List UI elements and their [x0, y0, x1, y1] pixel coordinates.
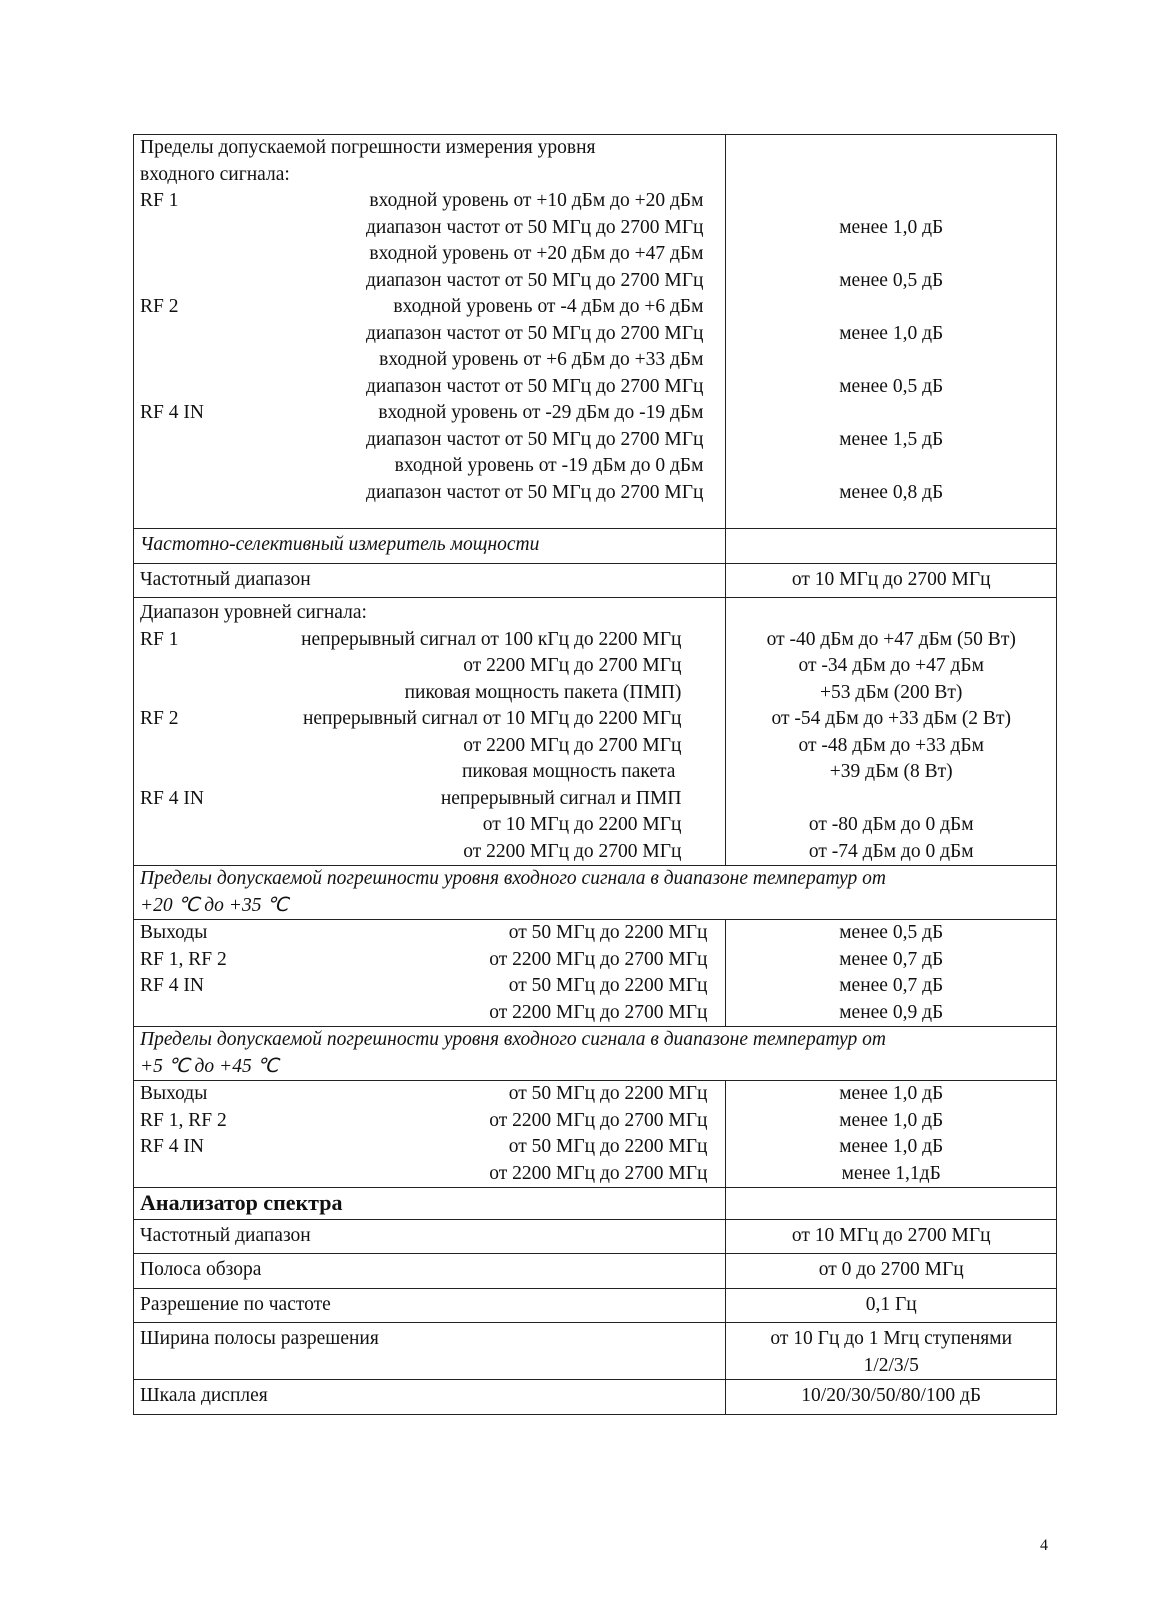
table-row: Разрешение по частоте 0,1 Гц — [134, 1288, 1057, 1323]
table-row: RF 4 IN от 50 МГц до 2200 МГц — [140, 975, 708, 996]
value-cell: менее 0,5 дБ — [839, 375, 944, 397]
spec-table — [133, 134, 1057, 1415]
temp-20-35-rows: Выходы от 50 МГц до 2200 МГц RF 1, RF 2 от 2200 МГц до 2700 МГц RF 4 IN от 50 МГц до 2200 МГц от 2200 МГц до 2700 МГц менее 0,5 дБ менее 0,7 дБ менее 0,7 дБ менее 0,9 дБ — [134, 920, 1057, 1027]
value-cell: менее 1,0 дБ — [839, 216, 944, 238]
table-row: RF 4 IN непрерывный сигнал и ПМП — [140, 787, 682, 809]
table-row — [134, 563, 1057, 598]
section-title-cont: входного сигнала: — [140, 163, 290, 185]
input-error-section: Пределы допускаемой погрешности измерения уровня входного сигнала: RF 1 входной уровень от +10 дБм до +20 дБм диапазон частот от 50 МГц до 2700 МГц входной уровень от +20 дБм до +47 дБм диапазон частот от 50 МГц до 2700 МГц RF 2 входной уровень от -4 дБм до +6 дБм диапазон частот от 50 МГц до 2700 МГц входной уровень от +6 дБм до +33 дБм диапазон частот от 50 МГц до 2700 МГц RF 4 IN входной уровень от -29 дБм до -19 дБм диапазон частот от 50 МГц до 2700 МГц входной уровень от -19 дБм до 0 дБм диапазон частот от 50 МГц до 2700 МГц менее 1,0 дБ менее 0,5 дБ менее 1,0 дБ менее 0,5 дБ менее 1,5 дБ менее 0,8 дБ — [134, 135, 1057, 529]
temp-5-45-header: Пределы допускаемой погрешности уровня входного сигнала в диапазоне температур от +5 ℃ до +45 ℃ — [134, 1027, 1057, 1081]
page-number: 4 — [1040, 1537, 1048, 1554]
table-row: Шкала дисплея 10/20/30/50/80/100 дБ — [134, 1380, 1057, 1415]
table-row: Выходы от 50 МГц до 2200 МГц — [140, 1083, 708, 1104]
value-cell: менее 1,0 дБ — [839, 322, 944, 344]
section-title: Пределы допускаемой погрешности уровня входного сигнала в диапазоне температур от — [140, 868, 886, 889]
power-meter-header — [134, 529, 1057, 564]
table-row: RF 2 входной уровень от -4 дБм до +6 дБм — [140, 296, 704, 317]
table-row: от 2200 МГц до 2700 МГц — [489, 1162, 708, 1184]
row-label: Частотный диапазон — [134, 563, 726, 598]
table-row: от 2200 МГц до 2700 МГц — [489, 1001, 708, 1023]
value-cell: менее 1,5 дБ — [839, 428, 944, 450]
signal-range-section: Диапазон уровней сигнала: RF 1 непрерывный сигнал от 100 кГц до 2200 МГц от 2200 МГц до 2700 МГц пиковая мощность пакета (ПМП) RF 2 непрерывный сигнал от 10 МГц до 2200 МГц от 2200 МГц до 2700 МГц пиковая мощность пакета RF 4 IN непрерывный сигнал и ПМП от 10 МГц до 2200 МГц от 2200 МГц до 2700 МГц от -40 дБм до +47 дБм (50 Вт) от -34 дБм до +47 дБм +53 дБм (200 Вт) от -54 дБм до +33 дБм (2 Вт) от -48 дБм до +33 дБм +39 дБм (8 Вт) от -80 дБм до 0 дБм от -74 дБм до 0 дБм — [134, 598, 1057, 866]
section-title: Пределы допускаемой погрешности измерения уровня — [140, 137, 596, 158]
table-row: RF 1, RF 2 от 2200 МГц до 2700 МГц — [140, 948, 708, 970]
section-title: Анализатор спектра — [134, 1188, 726, 1220]
table-row: Полоса обзора от 0 до 2700 МГц — [134, 1254, 1057, 1289]
row-value: от 10 МГц до 2700 МГц — [726, 563, 1057, 598]
temp-5-45-rows: Выходы от 50 МГц до 2200 МГц RF 1, RF 2 от 2200 МГц до 2700 МГц RF 4 IN от 50 МГц до 2200 МГц от 2200 МГц до 2700 МГц менее 1,0 дБ менее 1,0 дБ менее 1,0 дБ менее 1,1дБ — [134, 1081, 1057, 1188]
value-cell: менее 0,8 дБ — [839, 481, 944, 503]
spectrum-analyzer-header — [134, 1188, 1057, 1220]
section-title: Пределы допускаемой погрешности уровня входного сигнала в диапазоне температур от — [140, 1029, 886, 1050]
table-row: Ширина полосы разрешения от 10 Гц до 1 Мгц ступенями 1/2/3/5 — [134, 1323, 1057, 1380]
table-row: RF 4 IN входной уровень от -29 дБм до -19 дБм — [140, 402, 704, 423]
table-row: RF 1 входной уровень от +10 дБм до +20 дБм — [140, 190, 704, 211]
value-cell: менее 0,5 дБ — [839, 269, 944, 291]
table-row: RF 1, RF 2 от 2200 МГц до 2700 МГц — [140, 1109, 708, 1131]
table-row: RF 4 IN от 50 МГц до 2200 МГц — [140, 1136, 708, 1157]
table-row: RF 2 непрерывный сигнал от 10 МГц до 2200 МГц — [140, 708, 682, 729]
temp-20-35-header: Пределы допускаемой погрешности уровня входного сигнала в диапазоне температур от +20 ℃ до +35 ℃ — [134, 866, 1057, 920]
table-row: Выходы от 50 МГц до 2200 МГц — [140, 922, 708, 943]
table-row: Частотный диапазон от 10 МГц до 2700 МГц — [134, 1219, 1057, 1254]
section-title: Частотно-селективный измеритель мощности — [134, 529, 726, 564]
table-row: RF 1 непрерывный сигнал от 100 кГц до 2200 МГц — [140, 628, 682, 650]
